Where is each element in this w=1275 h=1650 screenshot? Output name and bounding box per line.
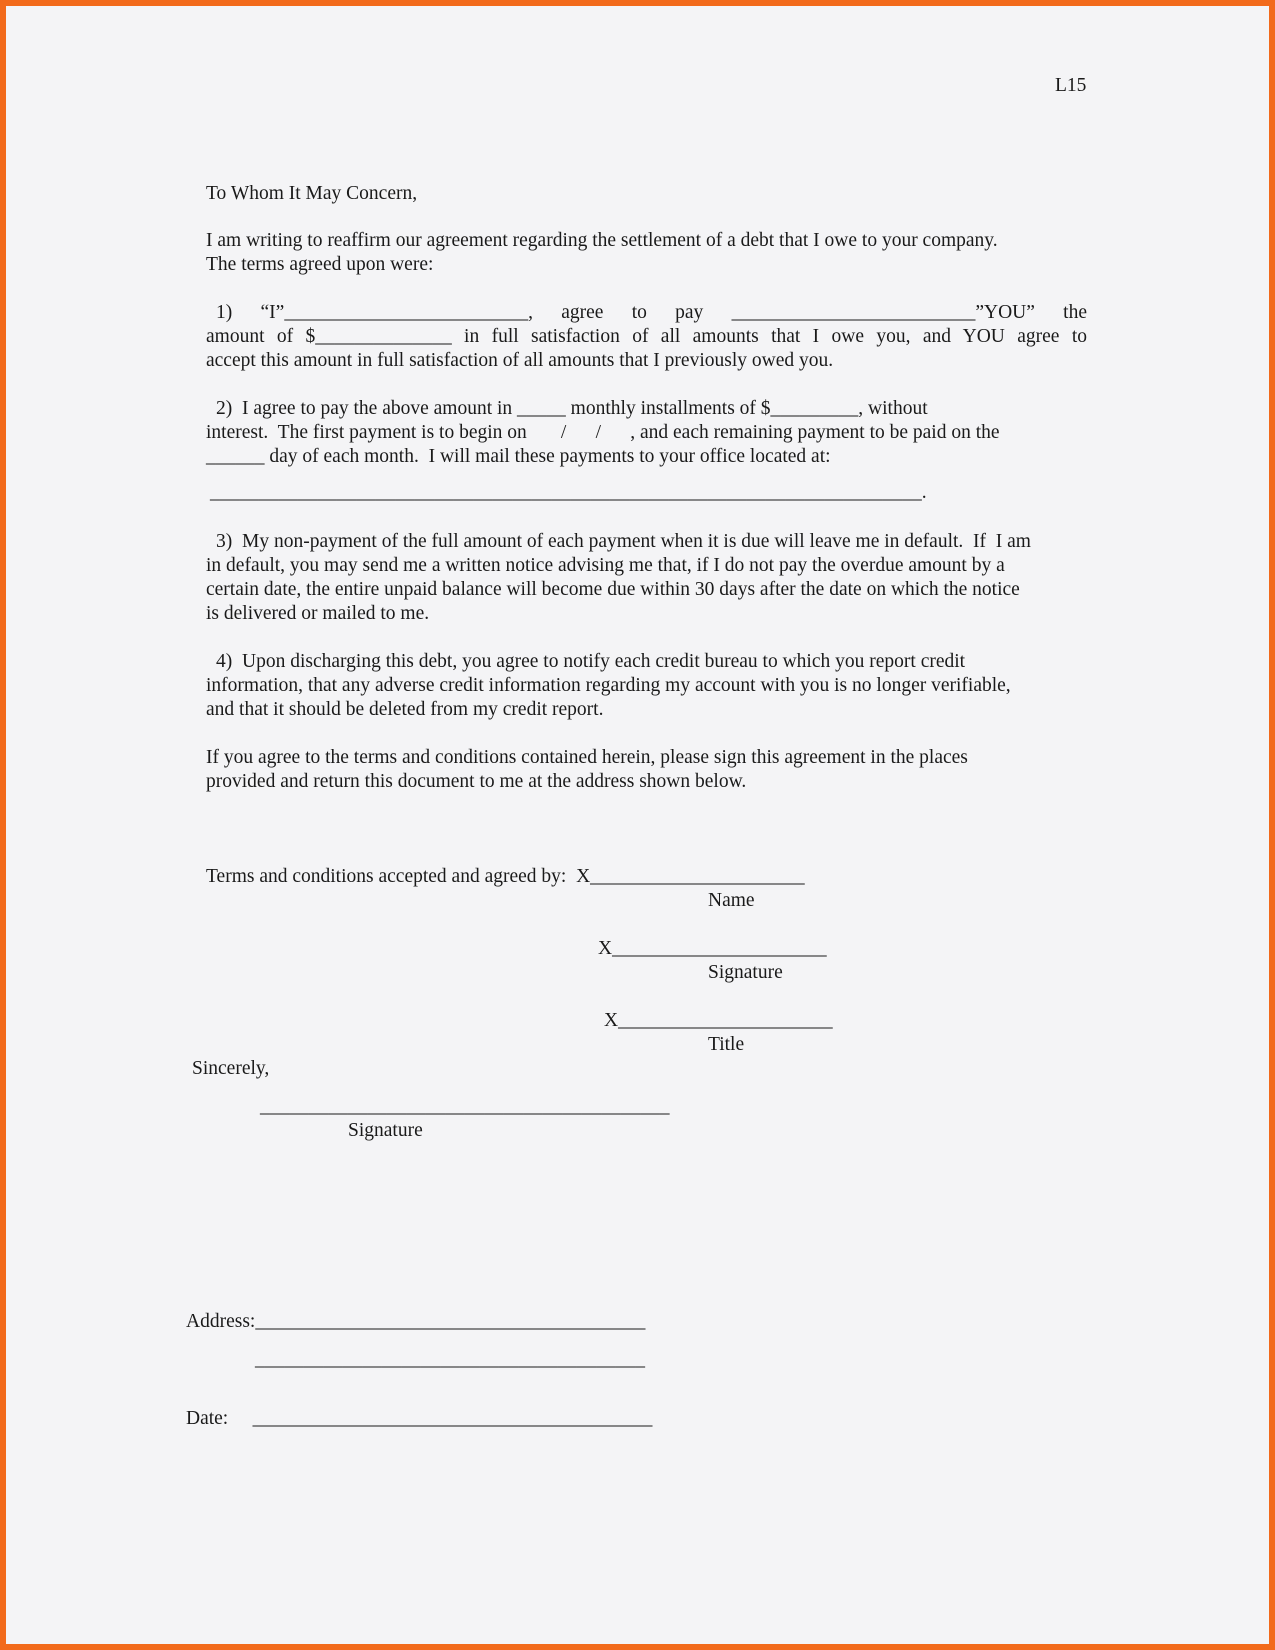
acceptance-title-line: X______________________ [604,1010,833,1031]
intro-line-1: I am writing to reaffirm our agreement regarding the settlement of a debt that I owe to your company. [206,230,998,251]
term-4-line-3: and that it should be deleted from my credit report. [206,699,604,720]
salutation: To Whom It May Concern, [206,183,418,204]
sender-signature-caption: Signature [348,1120,423,1141]
term-1-line-1: 1) “I”_________________________, agree to pay _________________________”YOU” the [216,302,1087,323]
term-3-line-1: 3) My non-payment of the full amount of each payment when it is due will leave me in default. If I am [216,531,1031,552]
term-3-line-4: is delivered or mailed to me. [206,603,430,624]
term-1-line-2: amount of $______________ in full satisfaction of all amounts that I owe you, and YOU agree to [206,326,1087,347]
term-3-line-3: certain date, the entire unpaid balance will become due within 30 days after the date on which the notice [206,579,1020,600]
sender-signature-line: __________________________________________ [260,1096,670,1117]
term-2-line-2: interest. The first payment is to begin on / / , and each remaining payment to be paid on the [206,422,1000,443]
acceptance-signature-caption: Signature [708,962,783,983]
address-line-2: ________________________________________ [255,1349,645,1370]
term-4-line-1: 4) Upon discharging this debt, you agree to notify each credit bureau to which you report credit [216,651,966,672]
acceptance-title-caption: Title [708,1034,745,1055]
date-line: Date: _________________________________________ [186,1408,653,1429]
term-3-line-2: in default, you may send me a written notice advising me that, if I do not pay the overdue amount by a [206,555,1005,576]
term-2-line-3: ______ day of each month. I will mail these payments to your office located at: [206,446,831,467]
term-1-line-3: accept this amount in full satisfaction of all amounts that I previously owed you. [206,350,834,371]
address-line-1: Address:________________________________________ [186,1311,646,1332]
term-2-address-line: _________________________________________________________________________. [210,482,927,503]
closing-request-line-2: provided and return this document to me at the address shown below. [206,771,747,792]
closing-request-line-1: If you agree to the terms and conditions contained herein, please sign this agreement in the places [206,747,968,768]
acceptance-name-caption: Name [708,890,755,911]
term-2-line-1: 2) I agree to pay the above amount in _____ monthly installments of $_________, without [216,398,928,419]
acceptance-signature-line: X______________________ [598,938,827,959]
page-id-label: L15 [1055,75,1087,96]
sincerely: Sincerely, [192,1058,270,1079]
acceptance-name-line: Terms and conditions accepted and agreed by: X______________________ [206,866,805,887]
term-4-line-2: information, that any adverse credit information regarding my account with you is no longer verifiable, [206,675,1011,696]
intro-line-2: The terms agreed upon were: [206,254,434,275]
